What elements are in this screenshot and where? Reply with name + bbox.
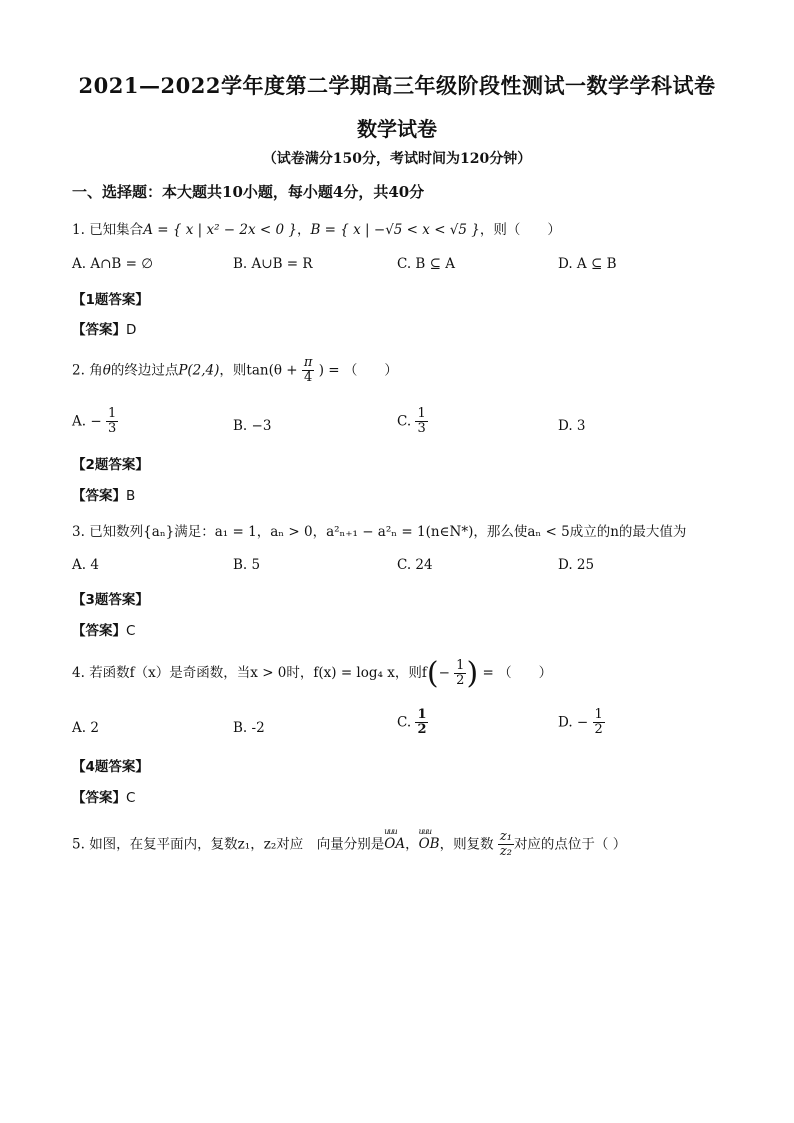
option-a: A. 2 [72, 720, 99, 736]
set-a: A = { x | x² − 2x < 0 } [143, 222, 297, 238]
question-stem: ，则 [219, 362, 247, 379]
fraction-denominator: 4 [304, 370, 313, 386]
option-d: D. A ⊆ B [558, 256, 617, 272]
option-a [72, 407, 118, 437]
fraction-denominator: 3 [417, 421, 426, 437]
option-d: D. 3 [558, 418, 586, 434]
separator: ， [296, 222, 311, 238]
option-label: A. − [72, 413, 102, 430]
fraction-numerator: π [303, 355, 313, 370]
answer-label: 【答案】 [72, 790, 126, 806]
option-b: B. A∪B = R [233, 256, 313, 272]
question-stem: 的终边过点 [110, 362, 179, 379]
question-3 [72, 520, 686, 540]
question-number: 2. [72, 362, 85, 379]
question-number: 4. [72, 665, 85, 681]
pi-over-four [302, 356, 315, 386]
fraction-one-third [415, 407, 427, 437]
question-5 [72, 830, 626, 860]
paren-open: ( [426, 656, 439, 691]
answer-tag: 【3题答案】 [72, 592, 149, 608]
answer-line [72, 619, 135, 639]
paren-close: ) [466, 656, 479, 691]
question-stem: 如图，在复平面内，复数z₁，z₂对应 向量分别是 [89, 836, 385, 853]
fraction-numerator: 1 [594, 707, 603, 722]
question-stem-end: = （ ） [482, 665, 553, 681]
option-c: C. B ⊆ A [397, 256, 455, 272]
question-4 [72, 656, 552, 691]
tan-expression: tan(θ + [246, 362, 298, 379]
fraction-one-half [454, 659, 466, 689]
question-1 [72, 218, 561, 238]
answer-label: 【答案】 [72, 623, 126, 639]
fraction-numerator: 1 [417, 406, 426, 421]
question-number: 5. [72, 836, 85, 853]
point-p: P(2,4) [178, 362, 220, 379]
question-2 [72, 356, 398, 386]
question-stem: ，则复数 [439, 836, 494, 853]
fraction-numerator: 1 [456, 657, 465, 673]
question-stem: 已知集合 [89, 222, 144, 238]
vector-oa: uuu OA [384, 836, 405, 852]
question-stem-end: 对应的点位于（ ） [513, 836, 627, 853]
fraction-denominator: 3 [107, 421, 117, 437]
option-a: A. 4 [72, 557, 99, 573]
answer-value: D [126, 322, 137, 338]
answer-label: 【答案】 [72, 322, 126, 338]
fraction-numerator: z₁ [499, 829, 512, 844]
fraction-z1-over-z2 [498, 830, 514, 860]
option-label: C. [397, 714, 412, 731]
answer-value: C [126, 790, 136, 806]
answer-tag: 【1题答案】 [72, 292, 149, 308]
separator: ， [405, 836, 419, 853]
section-heading: 一、选择题：本大题共10小题，每小题4分，共40分 [72, 183, 425, 201]
option-c: C. 24 [397, 557, 433, 573]
fraction-one-third [106, 407, 118, 437]
answer-line [72, 786, 135, 806]
question-number: 3. [72, 524, 85, 540]
answer-label: 【答案】 [72, 488, 126, 504]
question-stem-end: ，则（ ） [479, 222, 561, 238]
fraction-one-half [593, 708, 605, 738]
option-label: C. [397, 413, 412, 430]
question-number: 1. [72, 222, 85, 238]
theta-symbol: θ [102, 362, 111, 379]
option-b: B. −3 [233, 418, 272, 434]
answer-tag: 【4题答案】 [72, 759, 149, 775]
option-b: B. 5 [233, 557, 261, 573]
fraction-denominator: 2 [594, 722, 603, 738]
fraction-denominator: 2 [417, 722, 427, 738]
fraction-one-half [415, 708, 428, 738]
minus-sign: − [438, 665, 450, 681]
question-stem: 已知数列{aₙ}满足：a₁ = 1，aₙ > 0，a²ₙ₊₁ − a²ₙ = 1(n∈N*)，那么使aₙ < 5成立的n的最大值为 [89, 524, 687, 540]
answer-tag: 【2题答案】 [72, 457, 149, 473]
answer-value: B [126, 488, 136, 504]
option-c [397, 708, 428, 738]
answer-value: C [126, 623, 136, 639]
question-stem: 若函数f（x）是奇函数，当x > 0时，f(x) = log₄ x，则f [89, 665, 427, 681]
answer-line [72, 318, 136, 338]
set-b: B = { x | −√5 < x < √5 } [310, 222, 480, 238]
option-label: D. − [558, 714, 589, 731]
question-stem: 角 [89, 362, 103, 379]
fraction-numerator: 1 [107, 406, 117, 421]
option-a: A. A∩B = ∅ [72, 256, 153, 272]
question-stem-end: ) = （ ） [318, 362, 398, 379]
exam-subtitle: 数学试卷 [357, 117, 437, 141]
fraction-numerator: 1 [417, 707, 427, 722]
fraction-denominator: 2 [456, 673, 465, 688]
answer-line [72, 484, 135, 504]
option-b: B. -2 [233, 720, 265, 736]
exam-note: （试卷满分150分，考试时间为120分钟） [262, 151, 532, 167]
exam-title: 2021—2022学年度第二学期高三年级阶段性测试一数学学科试卷 [78, 73, 716, 98]
option-d [558, 708, 605, 738]
option-d: D. 25 [558, 557, 595, 573]
vector-ob: uuu OB [419, 836, 440, 852]
fraction-denominator: z₂ [499, 844, 512, 860]
option-c [397, 407, 428, 437]
